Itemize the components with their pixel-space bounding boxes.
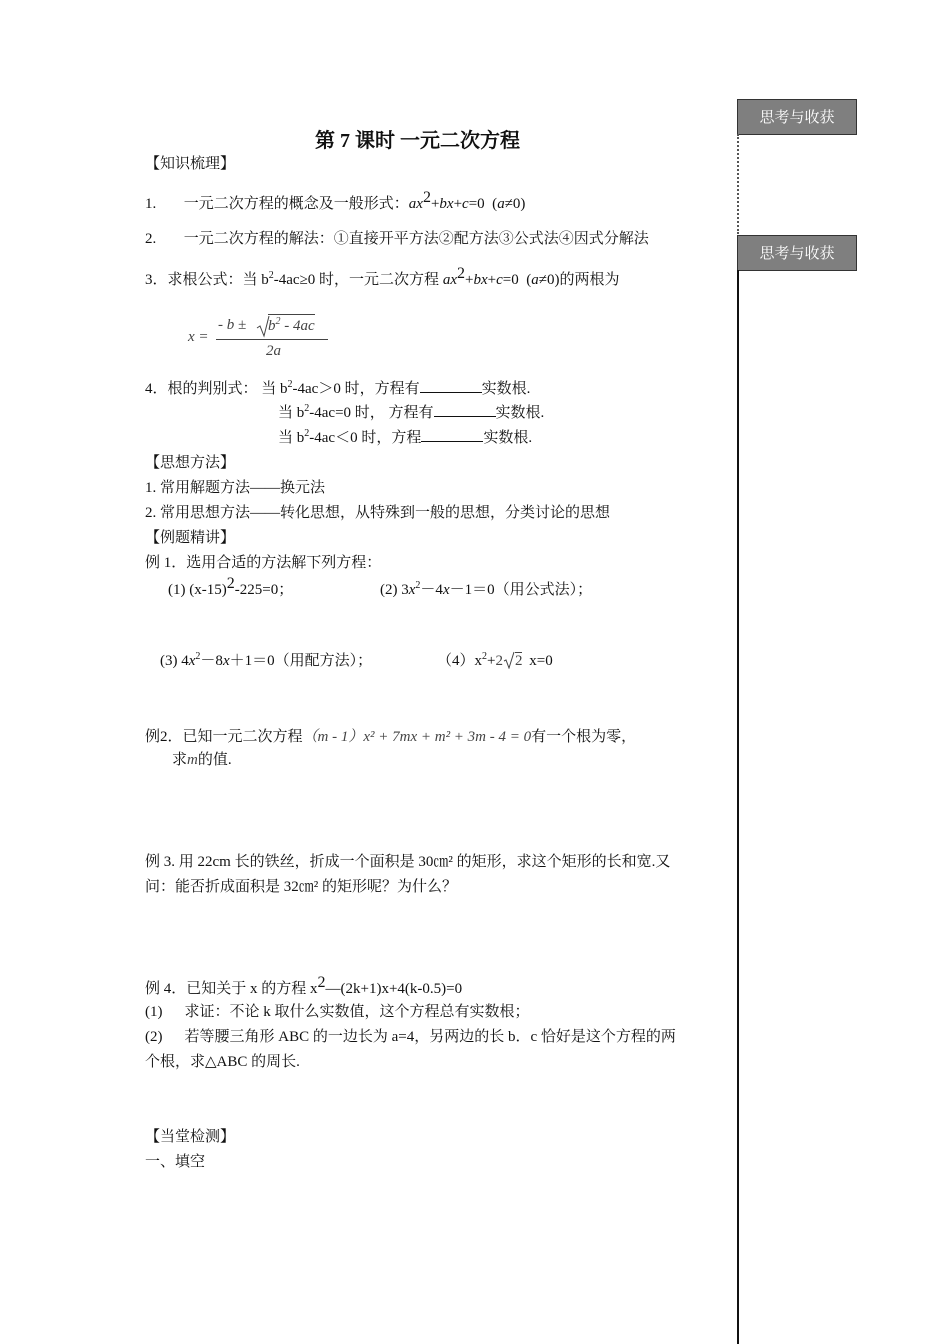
example-1-head: 例 1．选用合适的方法解下列方程：: [145, 555, 382, 571]
page-title: 第 7 课时 一元二次方程: [315, 130, 520, 152]
example-4-item-2: (2) 若等腰三角形 ABC 的一边长为 a=4，另两边的长 b．c 恰好是这个方程的两: [145, 1029, 676, 1045]
formula-lhs: x =: [188, 329, 209, 345]
formula-numerator: - b ±: [218, 317, 247, 333]
blank-3: [421, 427, 483, 442]
example-3-line-1: 例 3. 用 22cm 长的铁丝，折成一个面积是 30㎝² 的矩形，求这个矩形的长和宽.又: [145, 854, 671, 870]
formula-denominator: 2a: [266, 343, 281, 359]
sidebar-box-2: 思考与收获: [737, 235, 857, 271]
example-4-item-1: (1) 求证：不论 k 取什么实数值，这个方程总有实数根；: [145, 1004, 530, 1020]
k1-num: 1.: [145, 196, 157, 212]
fill-in-heading: 一、填空: [145, 1154, 206, 1170]
section-knowledge: 【知识梳理】: [145, 156, 236, 172]
two-root-two: 2 2: [495, 653, 523, 669]
blank-1: [420, 378, 482, 393]
example-4-item-2-cont: 个根，求△ABC 的周长.: [145, 1054, 300, 1070]
example-4-head: 例 4．已知关于 x 的方程 x2—(2k+1)x+4(k-0.5)=0: [145, 974, 463, 997]
example-2-equation: （m - 1）x² + 7mx + m² + 3m - 4 = 0: [302, 729, 532, 745]
example-2-line-2: 求m的值.: [172, 752, 232, 768]
section-check: 【当堂检测】: [145, 1129, 236, 1145]
k1-text: 一元二次方程的概念及一般形式：: [183, 196, 409, 212]
knowledge-item-4-row-3: 当 $b^2-4ac<0$ 时，方程 实数根.: [278, 428, 533, 446]
formula-radicand: $b^2 - 4ac$: [268, 316, 315, 334]
knowledge-item-4-row-1: 4．根的判别式： 当 $b^2-4ac>0$ 时，方程有 实数根.: [145, 379, 531, 397]
example-1-problem-4: $(4)x^2+2$ 2 x=0: [437, 651, 553, 669]
k3-mid: -4ac≥0 时，一元二次方程: [273, 272, 443, 288]
example-1-problem-3: (3) $4x^2-8x+1=0$（用配方法）；: [160, 651, 373, 669]
sidebar-dotted-line: [737, 134, 739, 234]
k2-text: 一元二次方程的解法：①直接开平方法②配方法③公式法④因式分解法: [183, 231, 649, 247]
method-1: 1. 常用解题方法——换元法: [145, 480, 326, 496]
k3-suffix: 的两根为: [559, 272, 620, 288]
section-examples: 【例题精讲】: [145, 530, 236, 546]
k4-label: 4．根的判别式：: [145, 381, 258, 397]
knowledge-item-2: [145, 227, 649, 248]
knowledge-item-1: 1. 一元二次方程的概念及一般形式：ax2+bx+c=0 (a≠0): [145, 189, 526, 212]
method-2: 2. 常用思想方法——转化思想，从特殊到一般的思想，分类讨论的思想: [145, 505, 611, 521]
knowledge-item-4-row-2: 当 $b^2-4ac=0$ 时， 方程有 实数根.: [278, 403, 545, 421]
knowledge-item-3: 3．求根公式：当 $b^2-4ac\ge 0$ 时，一元二次方程 ax2+bx+c=0 (a≠0)的两根为: [145, 265, 620, 288]
section-method: 【思想方法】: [145, 455, 236, 471]
sidebar-box-1: 思考与收获: [737, 99, 857, 135]
example-1-problem-2: (2) $3x^2-4x-1=0$（用公式法）；: [380, 580, 593, 598]
blank-2: [434, 402, 496, 417]
k2-num: 2.: [145, 231, 157, 247]
example-2-line-1: 例2．已知一元二次方程（m - 1）x² + 7mx + m² + 3m - 4 = 0有一个根为零，: [145, 729, 637, 745]
example-1-problem-1: (1) (x-15)2-225=0；: [168, 575, 294, 598]
quadratic-formula: [188, 314, 338, 364]
example-3-line-2: 问：能否折成面积是 32㎝² 的矩形呢？为什么？: [145, 879, 457, 895]
sidebar-solid-line: [737, 270, 739, 1344]
fraction-bar: [216, 339, 328, 340]
k3-prefix: 3．求根公式：当 b: [145, 272, 269, 288]
